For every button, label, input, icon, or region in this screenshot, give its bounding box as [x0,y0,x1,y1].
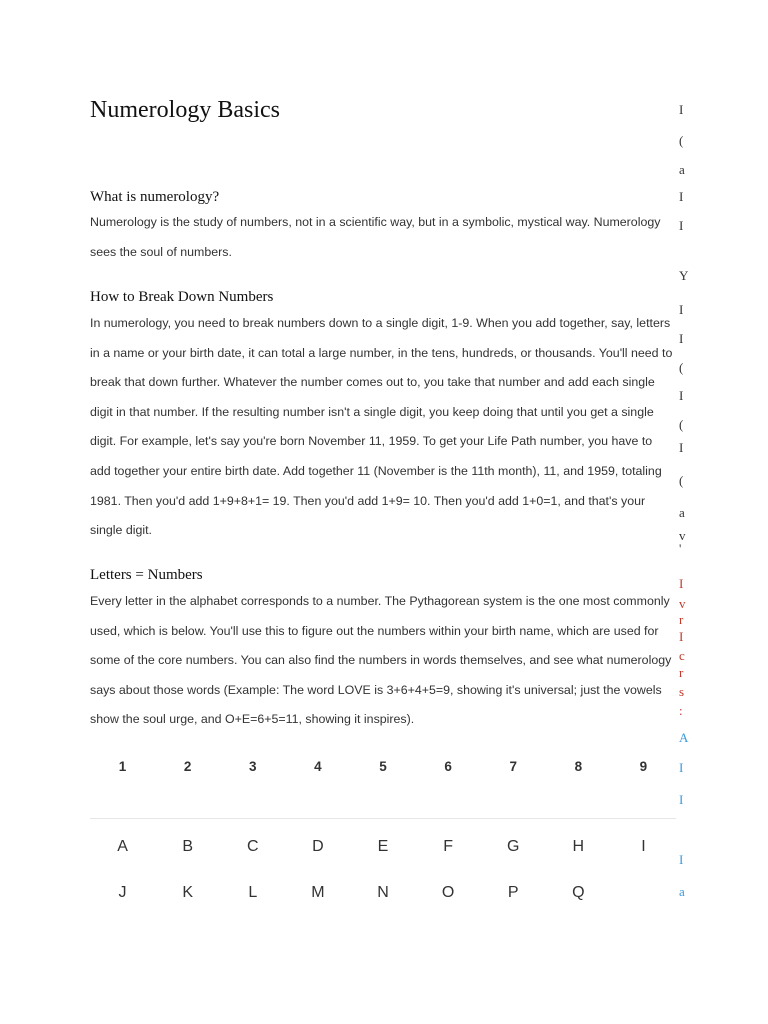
side-column-char: I [679,760,684,775]
letter-cell: H [572,838,585,855]
side-column-char: I [679,218,684,233]
number-header-cell: 1 [118,758,127,774]
letter-cell: P [507,883,519,901]
number-header-cell: 8 [574,758,583,774]
side-column-char: ( [679,417,684,432]
side-column-char: I [679,576,684,591]
side-column-char: r [679,612,684,627]
side-column-char: ( [679,473,684,488]
letter-cell [611,873,676,912]
side-column-char: I [679,440,684,455]
letter-cell: N [377,883,389,901]
letter-cell: C [246,838,259,855]
letter-cell: J [118,883,127,901]
side-column-char: a [679,162,685,177]
letter-cell: K [182,883,193,901]
side-column-char: I [679,388,684,403]
letter-cell: L [248,883,258,901]
side-column-char: I [679,102,684,117]
number-header-cell: 5 [379,758,387,774]
table-divider [90,786,676,819]
letter-cell: G [506,838,520,855]
side-column-char: ( [679,133,684,148]
side-column-char: a [679,505,685,520]
letter-cell: D [312,838,324,855]
letter-cell: Q [572,883,585,901]
letter-cell: A [117,838,128,855]
letter-cell: F [443,838,453,855]
number-header-cell: 7 [509,758,517,774]
letter-row [90,819,676,874]
letter-row [90,873,676,912]
table-divider-row [90,786,676,819]
side-column-char: I [679,331,684,346]
number-header-row [90,746,676,786]
pythagorean-number-table [90,746,676,912]
letter-cell: M [311,883,325,901]
number-header-cell: 4 [314,758,322,774]
side-column-char: Y [679,268,689,283]
side-column-char: I [679,629,684,644]
side-column-char: v [679,528,686,543]
section-heading-letters-numbers: Letters = Numbers [90,567,203,583]
side-column-char: v [679,596,686,611]
section-heading-break-down-numbers: How to Break Down Numbers [90,289,274,305]
section-body-what-is-numerology: Numerology is the study of numbers, not in a scientific way, but in a symbolic, mystical way. Numerology sees the soul of numbers. [90,215,661,259]
side-column-char: I [679,189,684,204]
letter-cell: E [377,838,389,855]
letter-cell: I [641,838,646,855]
side-column-char: s [679,684,685,699]
side-column-char: I [679,302,684,317]
side-column-char: r [679,665,684,680]
number-header-cell: 6 [444,758,452,774]
number-header-cell: 3 [249,758,257,774]
side-column-char: ( [679,360,684,375]
number-header-cell: 9 [639,758,648,774]
number-header-cell: 2 [183,758,192,774]
side-column-char: I [679,852,684,867]
letter-cell: O [441,883,455,901]
letter-cell: B [182,838,193,855]
page-title: Numerology Basics [90,97,280,123]
side-column-char: : [679,703,683,718]
section-body-break-down-numbers: In numerology, you need to break numbers down to a single digit, 1-9. When you add together, say, letters in a name or your birth date, it can total a large number, in the tens, hundreds, or thousands. You'll need to break that down further. Whatever the number comes out to, you take that number and add each single digit in that number. If the resulting number isn't a single digit, you keep doing that until you get a single digit. For example, let's say you're born November 11, 1959. To get your Life Path number, you have to add together your entire birth date. Add together 11 (November is the 11th month), 11, and 1959, totaling 1981. Then you'd add 1+9+8+1= 19. Then you'd add 1+9= 10. Then you'd add 1+0=1, and that's your single digit. [90,316,673,538]
section-heading-what-is-numerology: What is numerology? [90,189,220,205]
section-body-letters-numbers: Every letter in the alphabet corresponds to a number. The Pythagorean system is the one most commonly used, which is below. You'll use this to figure out the numbers within your birth name, which are used for some of the core numbers. You can also find the numbers in words themselves, and see what numerology says about those words (Example: The word LOVE is 3+6+4+5=9, showing it's universal; just the vowels show the soul urge, and O+E=6+5=11, showing it inspires). [90,594,672,727]
side-column-char: ' [679,541,682,556]
side-column-char: I [679,792,684,807]
side-column-char: c [679,648,685,663]
side-column-char: A [679,730,689,745]
side-column-char: a [679,884,685,899]
clipped-side-column [676,0,768,1024]
